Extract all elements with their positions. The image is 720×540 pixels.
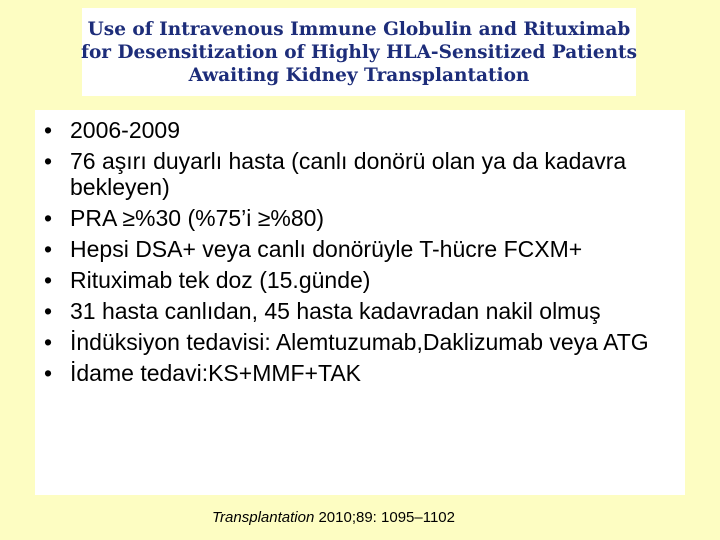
bullet-icon: • [44,205,53,231]
title-line-3: Awaiting Kidney Transplantation [188,64,530,86]
list-item-text: 31 hasta canlıdan, 45 hasta kadavradan nakil olmuş [70,298,601,324]
content-panel [35,110,685,495]
list-item [44,360,674,386]
bullet-icon: • [44,360,53,386]
list-item-text: PRA ≥%30 (%75’i ≥%80) [70,205,325,231]
list-item [44,298,674,324]
list-item [44,329,674,355]
bullet-icon: • [44,148,53,174]
title-box [82,8,636,96]
citation-journal: Transplantation [212,509,315,526]
list-item [44,205,674,231]
list-item-text: Rituximab tek doz (15.günde) [70,267,371,293]
list-item [44,267,674,293]
list-item-text: Hepsi DSA+ veya canlı donörüyle T-hücre FCXM+ [70,236,583,262]
list-item [44,148,674,200]
list-item [44,117,674,143]
bullet-icon: • [44,298,53,324]
list-item-text: 76 aşırı duyarlı hasta (canlı donörü olan ya da kadavra bekleyen) [70,148,627,200]
bullet-icon: • [44,236,53,262]
bullet-icon: • [44,267,53,293]
list-item-text: İndüksiyon tedavisi: Alemtuzumab,Daklizumab veya ATG [70,329,649,355]
citation-details: 2010;89: 1095–1102 [314,509,455,526]
list-item-text: İdame tedavi:KS+MMF+TAK [70,360,362,386]
list-item-text: 2006-2009 [70,117,180,143]
bullet-icon: • [44,117,53,143]
citation [212,509,455,526]
title-line-2: for Desensitization of Highly HLA-Sensitized Patients [80,41,638,63]
bullet-icon: • [44,329,53,355]
bullet-list [44,117,674,391]
list-item [44,236,674,262]
title-line-1: Use of Intravenous Immune Globulin and Rituximab [87,18,631,40]
